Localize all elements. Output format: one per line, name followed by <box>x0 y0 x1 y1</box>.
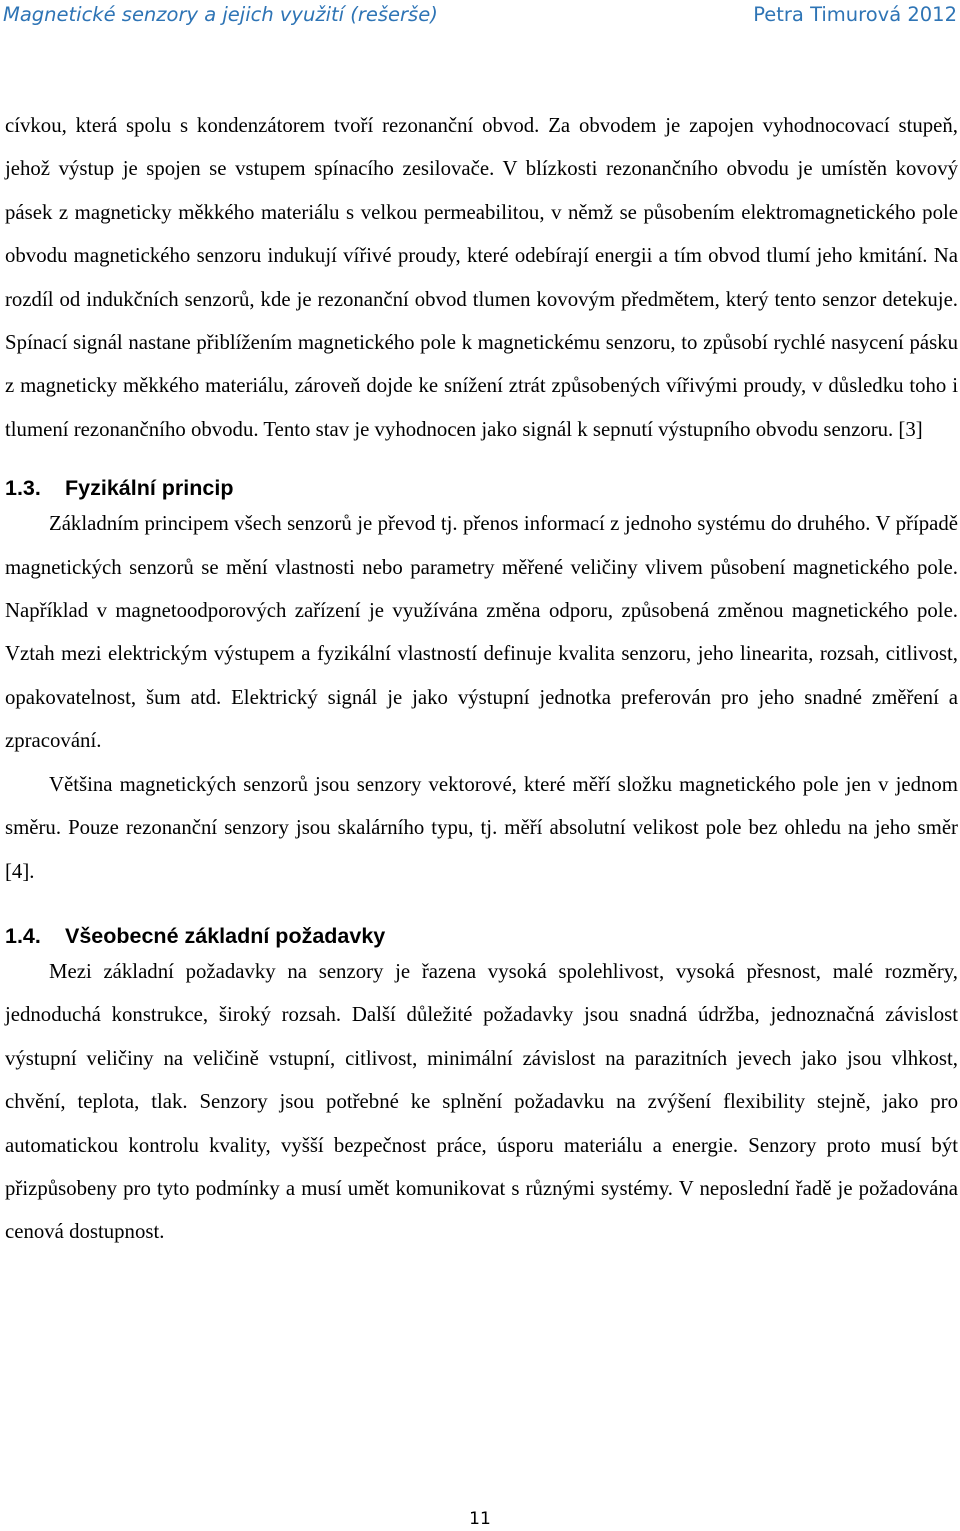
section-heading-physical-principle <box>5 475 958 501</box>
section-heading-general-requirements <box>5 923 958 949</box>
document-body <box>5 104 958 1254</box>
section-title: Fyzikální princip <box>65 476 234 501</box>
paragraph-physical-principle: Základním principem všech senzorů je převod tj. přenos informací z jednoho systému do druhého. V případě magnetických senzorů se mění vlastnosti nebo parametry měřené veličiny vlivem působení magnetického pole. Například v magnetoodporových zařízení je využívána změna odporu, způsobená změnou magnetického pole. Vztah mezi elektrickým výstupem a fyzikální vlastností definuje kvalita senzoru, jeho linearita, rozsah, citlivost, opakovatelnost, šum atd. Elektrický signál je jako výstupní jednotka preferován pro jeho snadné změření a zpracování. <box>5 512 958 753</box>
header-document-title: Magnetické senzory a jejich využití (rešerše) <box>3 3 438 26</box>
paragraph-continuation: cívkou, která spolu s kondenzátorem tvoří rezonanční obvod. Za obvodem je zapojen vyhodnocovací stupeň, jehož výstup je spojen se vstupem spínacího zesilovače. V blízkosti rezonančního obvodu je umístěn kovový pásek z magneticky měkkého materiálu s velkou permeabilitou, v němž se působením elektromagnetického pole obvodu magnetického senzoru indukují vířivé proudy, které odebírají energii a tím obvod tlumí jeho kmitání. Na rozdíl od indukčních senzorů, kde je rezonanční obvod tlumen kovovým předmětem, který tento senzor detekuje. Spínací signál nastane přiblížením magnetického pole k magnetickému senzoru, to způsobí rychlé nasycení pásku z magneticky měkkého materiálu, zároveň dojde ke snížení ztrát způsobených vířivými proudy, v důsledku toho i tlumení rezonančního obvodu. Tento stav je vyhodnocen jako signál k sepnutí výstupního obvodu senzoru. [3] <box>5 114 958 441</box>
paragraph-general-requirements: Mezi základní požadavky na senzory je řazena vysoká spolehlivost, vysoká přesnost, malé rozměry, jednoduchá konstrukce, široký rozsah. Další důležité požadavky jsou snadná údržba, jednoznačná závislost výstupní veličiny na veličině vstupní, citlivost, minimální závislost na parazitních jevech jako jsou vlhkost, chvění, teplota, tlak. Senzory jsou potřebné ke splnění požadavku na zvýšení flexibility stejně, jako pro automatickou kontrolu kvality, vyšší bezpečnost práce, úsporu materiálu a energie. Senzory proto musí být přizpůsobeny pro tyto podmínky a musí umět komunikovat s různými systémy. V neposlední řadě je požadována cenová dostupnost. <box>5 959 958 1244</box>
header-author-year: Petra Timurová 2012 <box>753 3 957 26</box>
section-title: Všeobecné základní požadavky <box>65 923 386 948</box>
page-header <box>0 0 960 36</box>
paragraph-vector-sensors: Většina magnetických senzorů jsou senzory vektorové, které měří složku magnetického pole jen v jednom směru. Pouze rezonanční senzory jsou skalárního typu, tj. měří absolutní velikost pole bez ohledu na jeho směr [4]. <box>5 772 958 883</box>
page-number: 11 <box>469 1509 491 1529</box>
section-number: 1.3. <box>5 476 41 501</box>
section-number: 1.4. <box>5 923 41 948</box>
